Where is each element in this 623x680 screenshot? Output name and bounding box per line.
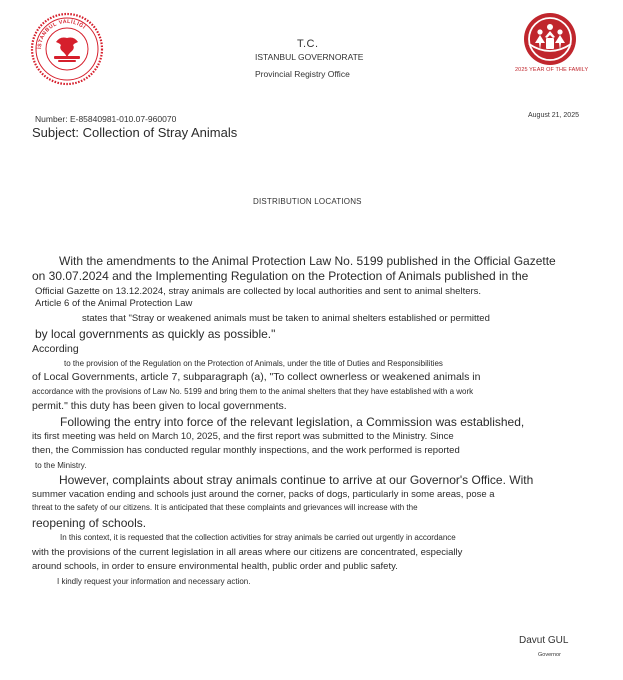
document-date: August 21, 2025 xyxy=(528,112,579,119)
tc-heading: T.C. xyxy=(297,38,319,50)
body-line: then, the Commission has conducted regular monthly inspections, and the work performed is reported xyxy=(32,445,460,456)
body-line: states that "Stray or weakened animals must be taken to animal shelters established or permitted xyxy=(82,313,490,324)
body-line: accordance with the provisions of Law No. 5199 and bring them to the animal shelters that they have established with a work xyxy=(32,387,474,396)
body-line: reopening of schools. xyxy=(32,516,147,530)
distribution-heading: DISTRIBUTION LOCATIONS xyxy=(253,197,362,206)
body-line: by local governments as quickly as possible." xyxy=(35,327,276,341)
signatory-name: Davut GUL xyxy=(519,635,569,646)
body-line: its first meeting was held on March 10, 2025, and the first report was submitted to the Ministry. Since xyxy=(32,431,454,442)
signatory-title: Governor xyxy=(538,652,561,658)
body-line: Following the entry into force of the relevant legislation, a Commission was established, xyxy=(60,415,525,429)
body-line: In this context, it is requested that the collection activities for stray animals be carried out urgently in accordance xyxy=(60,533,456,542)
body-line: I kindly request your information and necessary action. xyxy=(57,577,251,586)
istanbul-governorate-seal xyxy=(30,12,104,86)
body-line: of Local Governments, article 7, subparagraph (a), "To collect ownerless or weakened animals in xyxy=(32,371,481,383)
body-line: Official Gazette on 13.12.2024, stray animals are collected by local authorities and sent to animal shelters. xyxy=(35,286,482,297)
body-line: According xyxy=(32,343,79,355)
body-line: on 30.07.2024 and the Implementing Regulation on the Protection of Animals published in the xyxy=(32,269,529,283)
logo-caption: 2025 YEAR OF THE FAMILY xyxy=(515,67,589,73)
body-line: Article 6 of the Animal Protection Law xyxy=(35,298,193,309)
body-line: threat to the safety of our citizens. It is anticipated that these complaints and grievances will increase with the xyxy=(32,503,418,512)
body-line: with the provisions of the current legislation in all areas where our citizens are concentrated, especially xyxy=(32,547,463,558)
subject-line: Subject: Collection of Stray Animals xyxy=(32,125,238,140)
governorate-heading: ISTANBUL GOVERNORATE xyxy=(255,52,364,62)
body-line: around schools, in order to ensure environmental health, public order and public safety. xyxy=(32,561,398,572)
document-number: Number: E-85840981-010.07-960070 xyxy=(35,114,177,124)
body-line: to the Ministry. xyxy=(35,461,87,470)
body-line: permit." this duty has been given to local governments. xyxy=(32,400,287,412)
body-line: summer vacation ending and schools just around the corner, packs of dogs, particularly in some areas, pose a xyxy=(32,489,495,500)
body-line: With the amendments to the Animal Protection Law No. 5199 published in the Official Gazette xyxy=(59,254,556,268)
body-line: to the provision of the Regulation on the Protection of Animals, under the title of Duties and Responsibilities xyxy=(64,359,443,368)
seal-ring-text: İSTANBUL VALİLİĞİ xyxy=(36,18,87,50)
office-heading: Provincial Registry Office xyxy=(255,69,350,79)
body-line: However, complaints about stray animals continue to arrive at our Governor's Office. With xyxy=(59,473,534,487)
